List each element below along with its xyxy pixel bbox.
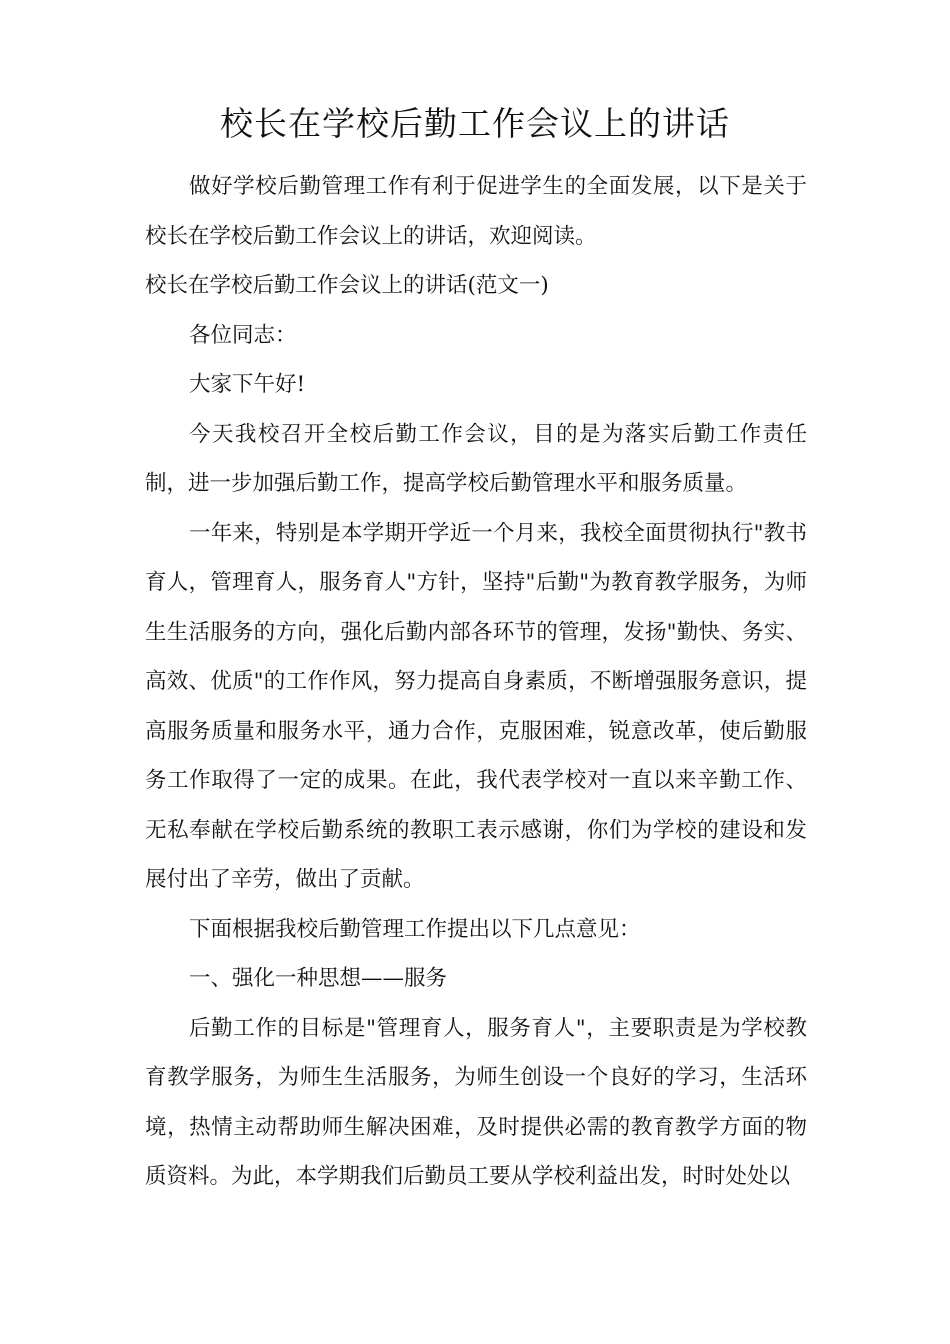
paragraph: 做好学校后勤管理工作有利于促进学生的全面发展，以下是关于校长在学校后勤工作会议上的讲话，欢迎阅读。 xyxy=(145,174,807,249)
document-body xyxy=(145,162,807,1202)
paragraph: 一年来，特别是本学期开学近一个月来，我校全面贯彻执行"教书育人，管理育人，服务育人"方针，坚持"后勤"为教育教学服务，为师生生活服务的方向，强化后勤内部各环节的管理，发扬"勤快、务实、高效、优质"的工作作风，努力提高自身素质，不断增强服务意识，提高服务质量和服务水平，通力合作，克服困难，锐意改革，使后勤服务工作取得了一定的成果。在此，我代表学校对一直以来辛勤工作、无私奉献在学校后勤系统的教职工表示感谢，你们为学校的建设和发展付出了辛劳，做出了贡献。 xyxy=(145,520,807,892)
paragraph: 今天我校召开全校后勤工作会议，目的是为落实后勤工作责任制，进一步加强后勤工作，提高学校后勤管理水平和服务质量。 xyxy=(145,421,807,496)
document-title: 校长在学校后勤工作会议上的讲话 xyxy=(220,104,730,143)
greeting: 大家下午好! xyxy=(189,372,306,397)
section-heading: 校长在学校后勤工作会议上的讲话(范文一) xyxy=(145,273,549,298)
subsection-heading: 一、强化一种思想——服务 xyxy=(189,966,448,991)
salutation: 各位同志： xyxy=(189,322,297,348)
paragraph: 后勤工作的目标是"管理育人，服务育人"，主要职责是为学校教育教学服务，为师生生活服务，为师生创设一个良好的学习，生活环境，热情主动帮助师生解决困难，及时提供必需的教育教学方面的物质资料。为此，本学期我们后勤员工要从学校利益出发，时时处处以 xyxy=(145,1015,807,1189)
paragraph: 下面根据我校后勤管理工作提出以下几点意见： xyxy=(189,916,641,942)
